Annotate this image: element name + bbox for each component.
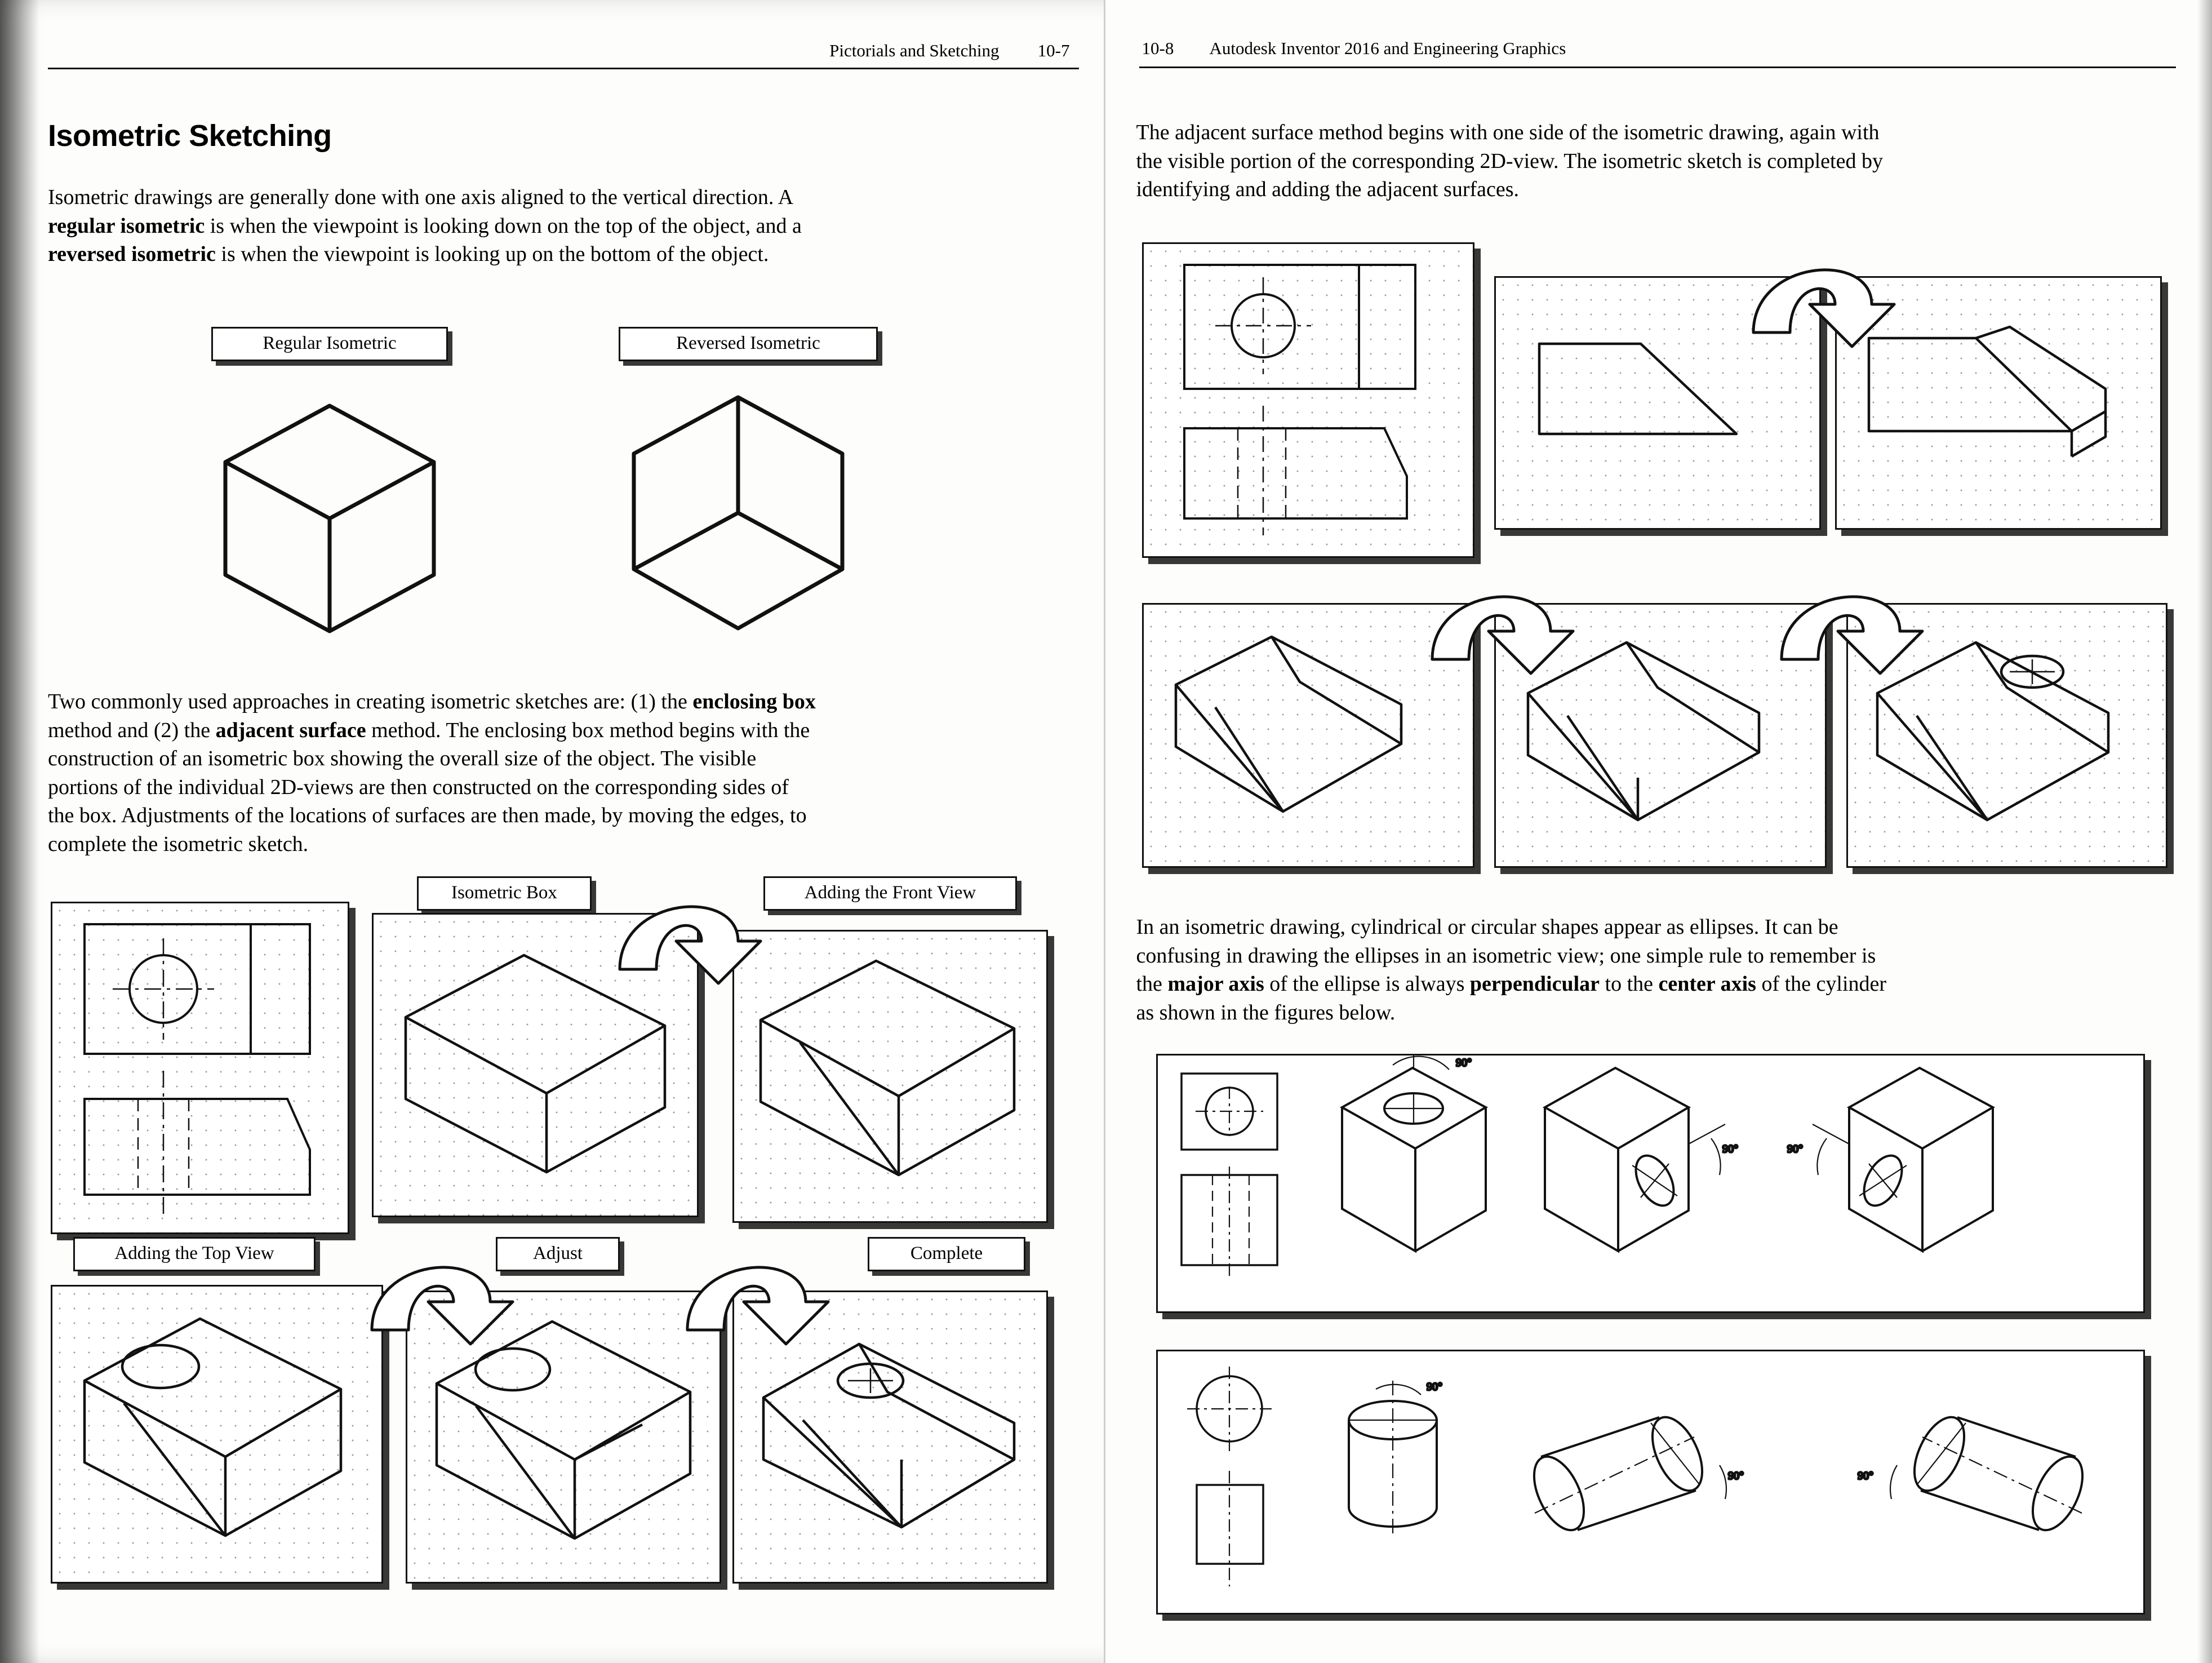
r-para2-line2: confusing in drawing the ellipses in an isometric view; one simple rule to remember is	[1136, 943, 1876, 968]
right-page-header-title: Autodesk Inventor 2016 and Engineering Graphics	[1209, 38, 1566, 58]
left-header-rule	[48, 68, 1079, 69]
r-para2-bold-center: center axis	[1658, 972, 1756, 996]
right-page	[1104, 0, 2212, 1663]
r-para2-line3e: to the	[1600, 972, 1659, 996]
figure-adj-2d-views-drawing	[1142, 242, 1474, 558]
caption-adjust: Adjust	[496, 1237, 620, 1271]
reversed-isometric-cube	[617, 389, 859, 637]
para2-bold-adjacent: adjacent surface	[215, 718, 366, 742]
left-page-number: 10-7	[1037, 41, 1070, 60]
arrow-step-3	[665, 1217, 834, 1347]
r-para1-line1: The adjacent surface method begins with one side of the isometric drawing, again with	[1136, 121, 1880, 144]
figure-add-front-view-drawing	[732, 930, 1048, 1223]
arrow-adj-step-2	[1410, 547, 1579, 676]
angle-label-3: 90°	[1787, 1143, 1803, 1155]
paragraph-approaches	[48, 688, 1062, 858]
arrow-adj-step-3	[1759, 547, 1928, 676]
figure-add-top-view-drawing	[51, 1285, 383, 1584]
figure-ellipse-cube-drawing	[1156, 1054, 2145, 1313]
caption-adding-front-view: Adding the Front View	[763, 876, 1017, 911]
para2-line2c: method. The enclosing box method begins with the	[366, 718, 810, 742]
caption-isometric-box: Isometric Box	[417, 876, 592, 911]
gutter-shadow	[0, 0, 39, 1663]
page-title: Isometric Sketching	[48, 119, 332, 153]
figure-ellipse-cylinder-drawing	[1156, 1350, 2145, 1615]
para2-line5: the box. Adjustments of the locations of surfaces are then made, by moving the edges, to	[48, 804, 807, 828]
arrow-step-1	[597, 857, 766, 986]
para2-line2a: method and (2) the	[48, 718, 216, 742]
para2-bold-enclosing: enclosing box	[692, 690, 816, 713]
caption-complete: Complete	[868, 1237, 1025, 1271]
r-para2-line4: as shown in the figures below.	[1136, 1000, 1396, 1025]
angle-label-4: 90°	[1426, 1381, 1442, 1393]
r-para2-line3g: of the cylinder	[1756, 972, 1887, 996]
para1-bold-reversed: reversed isometric	[48, 242, 216, 267]
para2-line3: construction of an isometric box showing the overall size of the object. The visible	[48, 747, 757, 771]
paragraph-intro	[48, 183, 1056, 269]
para1-line3: is when the viewpoint is looking up on the bottom of the object.	[215, 242, 769, 267]
r-para2-bold-major: major axis	[1167, 972, 1264, 996]
figure-2d-views-drawing	[51, 902, 349, 1234]
caption-reversed-isometric: Reversed Isometric	[619, 327, 878, 361]
right-edge-shadow	[2197, 0, 2212, 1663]
arrow-adj-step-1	[1731, 220, 1900, 349]
angle-label-5: 90°	[1727, 1470, 1744, 1482]
angle-label-6: 90°	[1857, 1470, 1873, 1482]
r-para2-bold-perp: perpendicular	[1469, 972, 1600, 996]
para1-line2: is when the viewpoint is looking down on the top of the object, and a	[205, 214, 802, 238]
paragraph-adjacent-surface	[1136, 118, 2156, 204]
r-para1-line2: the visible portion of the corresponding 2D-view. The isometric sketch is completed by	[1136, 149, 1883, 173]
para2-line6: complete the isometric sketch.	[48, 832, 309, 856]
r-para2-line3a: the	[1136, 972, 1168, 996]
angle-label-1: 90°	[1455, 1057, 1472, 1069]
left-page-header-title: Pictorials and Sketching	[829, 41, 1000, 60]
regular-isometric-cube	[208, 394, 451, 637]
para2-line4: portions of the individual 2D-views are then constructed on the corresponding sides of	[48, 775, 789, 799]
angle-label-2: 90°	[1722, 1143, 1738, 1155]
caption-regular-isometric: Regular Isometric	[211, 327, 448, 361]
right-page-number: 10-8	[1141, 38, 1174, 58]
arrow-step-2	[349, 1217, 518, 1347]
para1-line1: Isometric drawings are generally done with one axis aligned to the vertical direction. A	[48, 185, 794, 209]
para1-bold-regular: regular isometric	[48, 214, 205, 238]
r-para2-line1: In an isometric drawing, cylindrical or circular shapes appear as ellipses. It can be	[1136, 915, 1838, 939]
right-header-rule	[1139, 66, 2176, 68]
paragraph-ellipses	[1136, 913, 2156, 1027]
para2-line1: Two commonly used approaches in creating isometric sketches are: (1) the	[48, 690, 693, 713]
r-para2-line3c: of the ellipse is always	[1264, 972, 1470, 996]
caption-adding-top-view: Adding the Top View	[73, 1237, 316, 1271]
left-page	[0, 0, 1104, 1663]
r-para1-line3: identifying and adding the adjacent surfaces.	[1136, 178, 1520, 202]
